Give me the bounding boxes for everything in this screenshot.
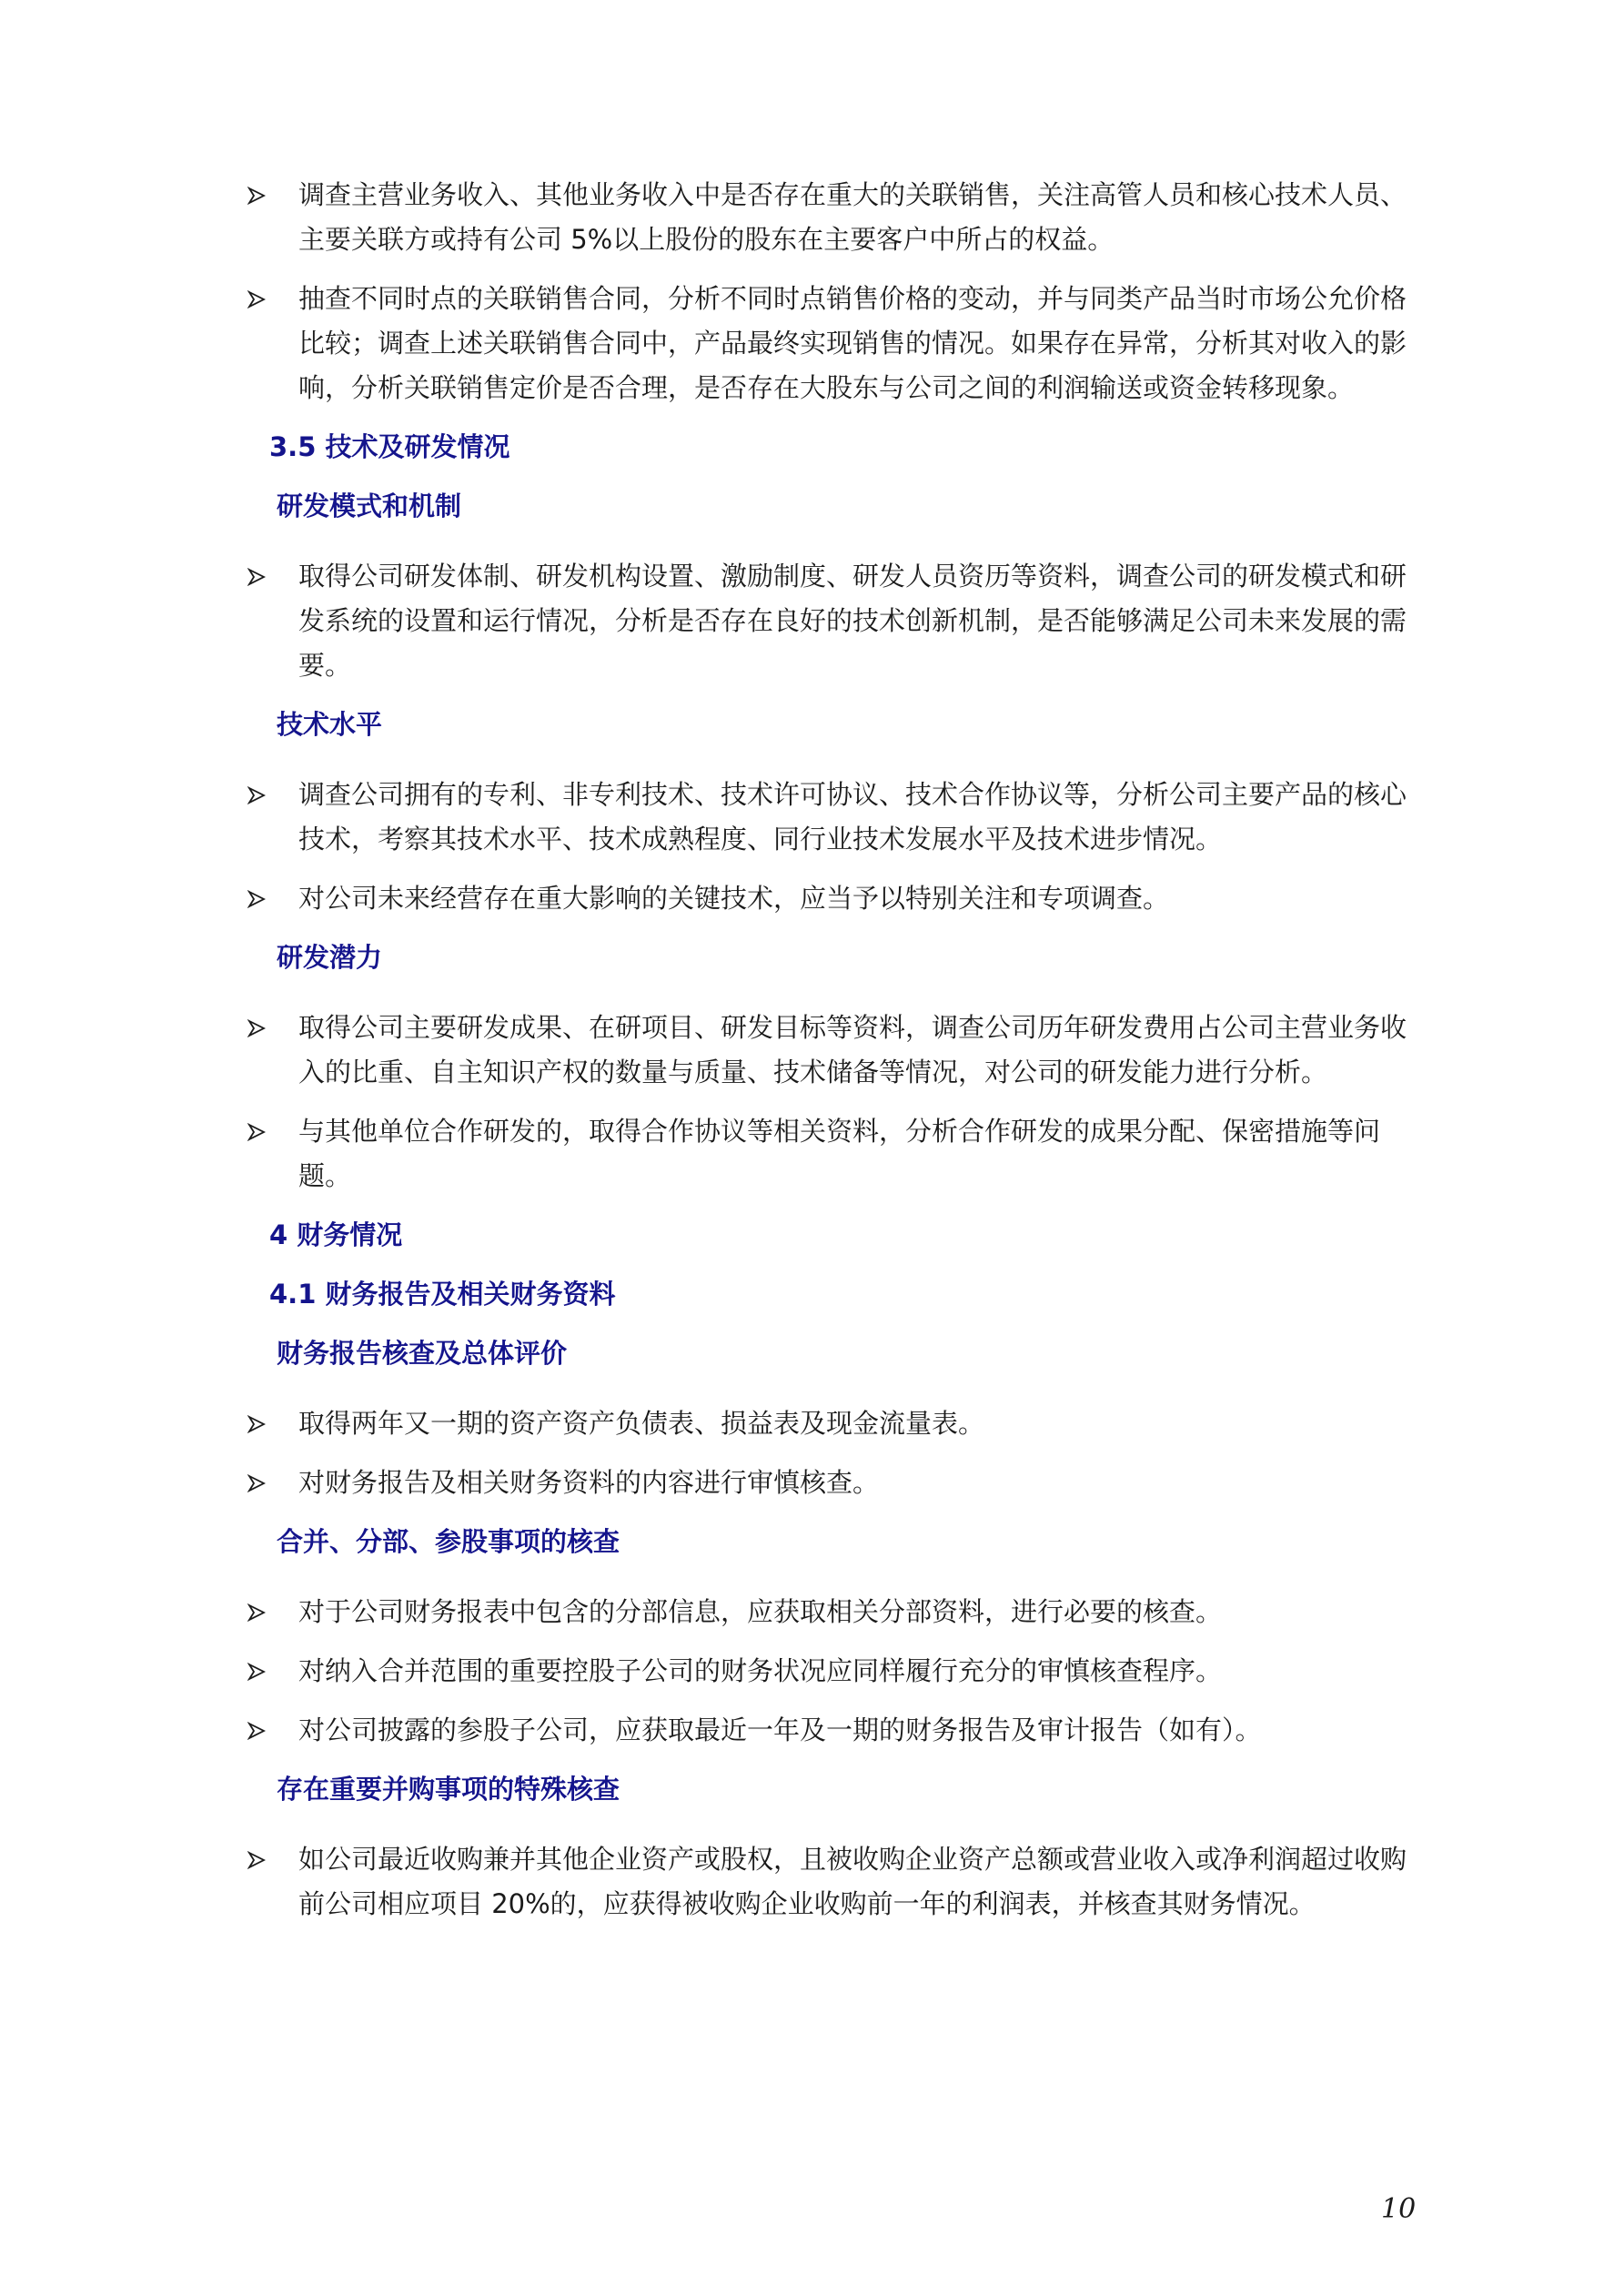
bullet-acquisition bbox=[247, 1837, 1412, 1927]
arrow-bullet-icon bbox=[247, 890, 266, 908]
bullet-rd-system bbox=[247, 554, 1412, 688]
arrow-bullet-icon bbox=[247, 187, 266, 205]
subheading-consolidation-review: 合并、分部、参股事项的核查 bbox=[277, 1526, 620, 1557]
subheading-merger-review: 存在重要并购事项的特殊核查 bbox=[277, 1774, 620, 1805]
bullet-cooperative-rd bbox=[247, 1109, 1412, 1199]
arrow-bullet-icon bbox=[247, 1663, 266, 1681]
arrow-bullet-icon bbox=[247, 290, 266, 308]
subheading-tech-level: 技术水平 bbox=[277, 709, 383, 740]
bullet-subsidiaries bbox=[247, 1649, 1412, 1694]
bullet-key-tech bbox=[247, 876, 1412, 921]
bullet-text: 如公司最近收购兼并其他企业资产或股权，且被收购企业资产总额或营业收入或净利润超过收购前公司相应项目 20%的，应获得被收购企业收购前一年的利润表，并核查其财务情况。 bbox=[298, 1844, 1407, 1919]
bullet-text: 对公司未来经营存在重大影响的关键技术，应当予以特别关注和专项调查。 bbox=[298, 883, 1170, 914]
heading-3-5-tech-rd: 3.5 技术及研发情况 bbox=[269, 431, 510, 462]
arrow-bullet-icon bbox=[247, 1851, 266, 1869]
bullet-text: 抽查不同时点的关联销售合同，分析不同时点销售价格的变动，并与同类产品当时市场公允价格比较；调查上述关联销售合同中，产品最终实现销售的情况。如果存在异常，分析其对收入的影响，分析关联销售定价是否合理，是否存在大股东与公司之间的利润输送或资金转移现象。 bbox=[298, 283, 1407, 403]
bullet-text: 取得两年又一期的资产资产负债表、损益表及现金流量表。 bbox=[298, 1408, 985, 1439]
arrow-bullet-icon bbox=[247, 1019, 266, 1037]
bullet-rd-results bbox=[247, 1006, 1412, 1095]
page-number: 10 bbox=[1381, 2193, 1417, 2225]
bullet-patents bbox=[247, 773, 1412, 862]
bullet-text: 与其他单位合作研发的，取得合作协议等相关资料，分析合作研发的成果分配、保密措施等问题。 bbox=[298, 1116, 1381, 1191]
bullet-equity-participation bbox=[247, 1708, 1412, 1753]
arrow-bullet-icon bbox=[247, 1603, 266, 1622]
bullet-text: 对财务报告及相关财务资料的内容进行审慎核查。 bbox=[298, 1467, 880, 1498]
arrow-bullet-icon bbox=[247, 1415, 266, 1433]
bullet-prudent-review bbox=[247, 1461, 1412, 1505]
arrow-bullet-icon bbox=[247, 568, 266, 586]
bullet-text: 对纳入合并范围的重要控股子公司的财务状况应同样履行充分的审慎核查程序。 bbox=[298, 1655, 1223, 1686]
bullet-text: 对公司披露的参股子公司，应获取最近一年及一期的财务报告及审计报告（如有）。 bbox=[298, 1714, 1262, 1745]
bullet-text: 调查公司拥有的专利、非专利技术、技术许可协议、技术合作协议等，分析公司主要产品的核心技术，考察其技术水平、技术成熟程度、同行业技术发展水平及技术进步情况。 bbox=[298, 779, 1407, 855]
bullet-related-sales-survey bbox=[247, 173, 1412, 262]
subheading-rd-potential: 研发潜力 bbox=[277, 942, 383, 973]
arrow-bullet-icon bbox=[247, 1722, 266, 1740]
arrow-bullet-icon bbox=[247, 1474, 266, 1492]
bullet-text: 对于公司财务报表中包含的分部信息，应获取相关分部资料，进行必要的核查。 bbox=[298, 1596, 1223, 1627]
bullet-text: 调查主营业务收入、其他业务收入中是否存在重大的关联销售，关注高管人员和核心技术人员、主要关联方或持有公司 5%以上股份的股东在主要客户中所占的权益。 bbox=[298, 179, 1407, 255]
bullet-text: 取得公司主要研发成果、在研项目、研发目标等资料，调查公司历年研发费用占公司主营业务收入的比重、自主知识产权的数量与质量、技术储备等情况，对公司的研发能力进行分析。 bbox=[298, 1012, 1407, 1087]
bullet-related-sales-contracts bbox=[247, 277, 1412, 410]
bullet-segment-info bbox=[247, 1590, 1412, 1634]
bullet-text: 取得公司研发体制、研发机构设置、激励制度、研发人员资历等资料，调查公司的研发模式和研发系统的设置和运行情况，分析是否存在良好的技术创新机制，是否能够满足公司未来发展的需要。 bbox=[298, 561, 1407, 681]
subheading-rd-model: 研发模式和机制 bbox=[277, 491, 462, 521]
heading-4-finance: 4 财务情况 bbox=[269, 1219, 403, 1250]
subheading-report-review: 财务报告核查及总体评价 bbox=[277, 1338, 568, 1369]
bullet-statements bbox=[247, 1401, 1412, 1446]
heading-4-1-financial-reports: 4.1 财务报告及相关财务资料 bbox=[269, 1279, 616, 1310]
arrow-bullet-icon bbox=[247, 1123, 266, 1141]
arrow-bullet-icon bbox=[247, 786, 266, 804]
page-content bbox=[247, 173, 1412, 1941]
